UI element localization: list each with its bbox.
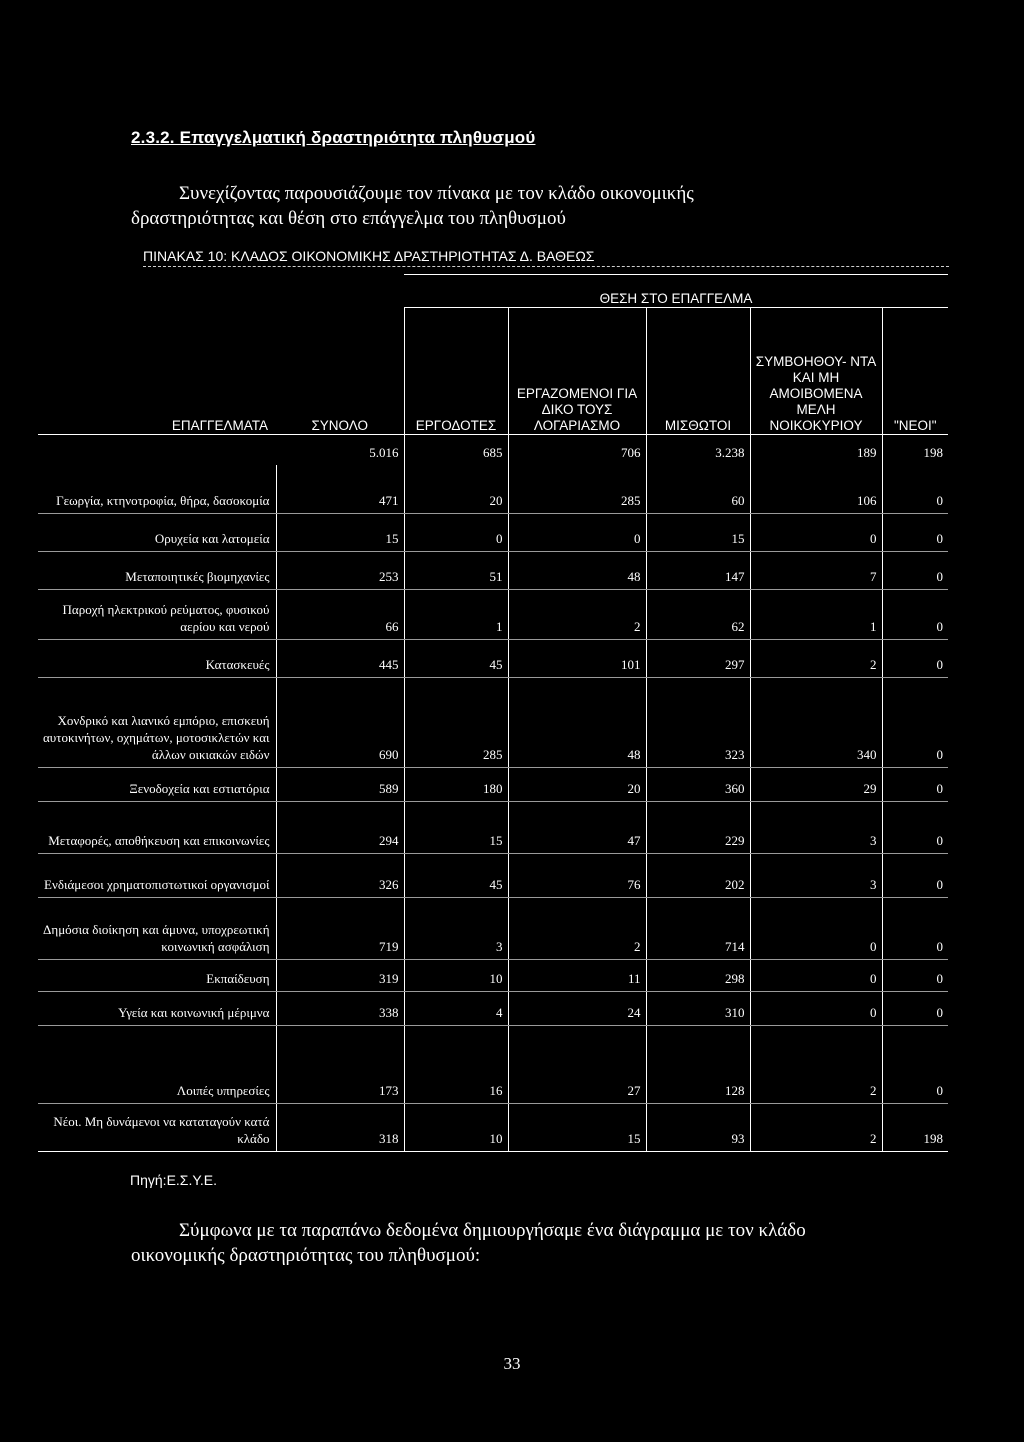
col-employees: ΜΙΣΘΩΤΟΙ	[646, 308, 750, 435]
cell-family-helpers: 2	[750, 1025, 882, 1103]
intro-line-1: Συνεχίζοντας παρουσιάζουμε τον πίνακα με τον κλάδο οικονομικής	[179, 183, 694, 204]
cell-total: 326	[276, 853, 404, 897]
cell-family-helpers: 0	[750, 513, 882, 551]
total-self-employed: 706	[508, 435, 646, 466]
table-row	[38, 677, 948, 767]
cell-new: 0	[882, 513, 948, 551]
total-employers: 685	[404, 435, 508, 466]
cell-new: 0	[882, 677, 948, 767]
cell-employees: 714	[646, 897, 750, 959]
section-heading: 2.3.2. Επαγγελματική δραστηριότητα πληθυσμού	[131, 128, 536, 147]
cell-total: 173	[276, 1025, 404, 1103]
closing-line-1: Σύμφωνα με τα παραπάνω δεδομένα δημιουργήσαμε ένα διάγραμμα με τον κλάδο	[179, 1220, 806, 1241]
cell-family-helpers: 3	[750, 801, 882, 853]
col-self-employed: ΕΡΓΑΖΟΜΕΝΟΙ ΓΙΑ ΔΙΚΟ ΤΟΥΣ ΛΟΓΑΡΙΑΣΜΟ	[508, 308, 646, 435]
cell-total: 15	[276, 513, 404, 551]
table-row	[38, 853, 948, 897]
cell-employers: 1	[404, 589, 508, 639]
row-label: Ξενοδοχεία και εστιατόρια	[38, 767, 276, 801]
col-employers: ΕΡΓΟΔΟΤΕΣ	[404, 308, 508, 435]
cell-self-employed: 47	[508, 801, 646, 853]
cell-self-employed: 2	[508, 897, 646, 959]
cell-new: 0	[882, 853, 948, 897]
cell-total: 690	[276, 677, 404, 767]
col-new: "ΝΕΟΙ"	[893, 418, 937, 433]
cell-new: 0	[882, 801, 948, 853]
cell-family-helpers: 29	[750, 767, 882, 801]
table-row	[38, 959, 948, 991]
cell-total: 338	[276, 991, 404, 1025]
table-row	[38, 897, 948, 959]
cell-new: 0	[882, 959, 948, 991]
cell-employees: 62	[646, 589, 750, 639]
table-row	[38, 551, 948, 589]
row-label: Υγεία και κοινωνική μέριμνα	[38, 991, 276, 1025]
cell-self-employed: 101	[508, 639, 646, 677]
cell-employees: 147	[646, 551, 750, 589]
cell-family-helpers: 0	[750, 991, 882, 1025]
cell-self-employed: 48	[508, 551, 646, 589]
cell-new: 0	[882, 1025, 948, 1103]
cell-employers: 285	[404, 677, 508, 767]
col-total: ΣΥΝΟΛΟ	[276, 308, 404, 435]
cell-family-helpers: 2	[750, 1103, 882, 1151]
source-note: Πηγή:Ε.Σ.Υ.Ε.	[130, 1172, 218, 1188]
cell-new: 0	[882, 589, 948, 639]
cell-self-employed: 48	[508, 677, 646, 767]
cell-total: 319	[276, 959, 404, 991]
cell-new: 0	[882, 991, 948, 1025]
cell-employers: 3	[404, 897, 508, 959]
row-label: Μεταφορές, αποθήκευση και επικοινωνίες	[38, 801, 276, 853]
cell-new: 0	[882, 639, 948, 677]
group-header: ΘΕΣΗ ΣΤΟ ΕΠΑΓΓΕΛΜΑ	[404, 275, 948, 308]
cell-family-helpers: 2	[750, 639, 882, 677]
table-row	[38, 801, 948, 853]
cell-employees: 229	[646, 801, 750, 853]
row-label: Εκπαίδευση	[38, 959, 276, 991]
cell-employees: 323	[646, 677, 750, 767]
intro-paragraph	[131, 181, 891, 231]
cell-new: 0	[882, 897, 948, 959]
cell-employees: 298	[646, 959, 750, 991]
cell-employers: 20	[404, 465, 508, 513]
cell-employers: 15	[404, 801, 508, 853]
cell-self-employed: 20	[508, 767, 646, 801]
cell-new: 198	[882, 1103, 948, 1151]
total-employees: 3.238	[646, 435, 750, 466]
row-label: Δημόσια διοίκηση και άμυνα, υποχρεωτική κοινωνική ασφάλιση	[38, 897, 276, 959]
cell-employees: 15	[646, 513, 750, 551]
row-label: Λοιπές υπηρεσίες	[38, 1025, 276, 1103]
cell-self-employed: 27	[508, 1025, 646, 1103]
row-label: Παροχή ηλεκτρικού ρεύματος, φυσικού αερίου και νερού	[38, 589, 276, 639]
cell-employees: 310	[646, 991, 750, 1025]
cell-new: 0	[882, 551, 948, 589]
cell-total: 471	[276, 465, 404, 513]
cell-total: 253	[276, 551, 404, 589]
cell-employers: 16	[404, 1025, 508, 1103]
cell-self-employed: 0	[508, 513, 646, 551]
intro-line-2: δραστηριότητας και θέση στο επάγγελμα του πληθυσμού	[131, 208, 566, 229]
cell-new: 0	[882, 465, 948, 513]
cell-family-helpers: 0	[750, 959, 882, 991]
group-header-row	[38, 275, 948, 308]
cell-employers: 10	[404, 959, 508, 991]
cell-total: 318	[276, 1103, 404, 1151]
cell-employers: 45	[404, 639, 508, 677]
cell-total: 294	[276, 801, 404, 853]
cell-self-employed: 11	[508, 959, 646, 991]
cell-total: 589	[276, 767, 404, 801]
cell-family-helpers: 7	[750, 551, 882, 589]
cell-new: 0	[882, 767, 948, 801]
column-header-row	[38, 308, 948, 435]
table-row	[38, 589, 948, 639]
cell-employers: 4	[404, 991, 508, 1025]
cell-employees: 202	[646, 853, 750, 897]
cell-family-helpers: 3	[750, 853, 882, 897]
cell-self-employed: 15	[508, 1103, 646, 1151]
row-label: Γεωργία, κτηνοτροφία, θήρα, δασοκομία	[38, 465, 276, 513]
total-family-helpers: 189	[750, 435, 882, 466]
row-label: Ενδιάμεσοι χρηματοπιστωτικοί οργανισμοί	[38, 853, 276, 897]
cell-total: 719	[276, 897, 404, 959]
cell-family-helpers: 340	[750, 677, 882, 767]
cell-employees: 60	[646, 465, 750, 513]
row-label: Ορυχεία και λατομεία	[38, 513, 276, 551]
table-row	[38, 1025, 948, 1103]
cell-family-helpers: 0	[750, 897, 882, 959]
cell-employees: 128	[646, 1025, 750, 1103]
closing-line-2: οικονομικής δραστηριότητας του πληθυσμού:	[131, 1245, 481, 1266]
cell-family-helpers: 1	[750, 589, 882, 639]
table-row	[38, 767, 948, 801]
occupation-table	[38, 274, 948, 1152]
total-new: 198	[882, 435, 948, 466]
cell-employers: 0	[404, 513, 508, 551]
cell-family-helpers: 106	[750, 465, 882, 513]
table-title-rule	[143, 266, 949, 267]
cell-employers: 45	[404, 853, 508, 897]
table-row	[38, 639, 948, 677]
total-total: 5.016	[276, 435, 404, 466]
cell-employers: 180	[404, 767, 508, 801]
table-row	[38, 1103, 948, 1151]
cell-employers: 10	[404, 1103, 508, 1151]
table-row	[38, 991, 948, 1025]
row-label: Χονδρικό και λιανικό εμπόριο, επισκευή αυτοκινήτων, οχημάτων, μοτοσικλετών και άλλων οικιακών ειδών	[38, 677, 276, 767]
table-row	[38, 465, 948, 513]
cell-employers: 51	[404, 551, 508, 589]
col-family-helpers: ΣΥΜΒΟΗΘΟΥ- ΝΤΑ ΚΑΙ ΜΗ ΑΜΟΙΒΟΜΕΝΑ ΜΕΛΗ ΝΟΙΚΟΚΥΡΙΟΥ	[750, 308, 882, 435]
table-row	[38, 513, 948, 551]
table-title: ΠΙΝΑΚΑΣ 10: ΚΛΑΔΟΣ ΟΙΚΟΝΟΜΙΚΗΣ ΔΡΑΣΤΗΡΙΟΤΗΤΑΣ Δ. ΒΑΘΕΩΣ	[143, 248, 595, 264]
cell-total: 445	[276, 639, 404, 677]
cell-self-employed: 2	[508, 589, 646, 639]
row-label: Μεταποιητικές βιομηχανίες	[38, 551, 276, 589]
closing-paragraph	[131, 1218, 891, 1268]
cell-employees: 360	[646, 767, 750, 801]
cell-total: 66	[276, 589, 404, 639]
col-occupation: ΕΠΑΓΓΕΛΜΑΤΑ	[171, 418, 268, 433]
cell-employees: 93	[646, 1103, 750, 1151]
row-label: Νέοι. Μη δυνάμενοι να καταταγούν κατά κλάδο	[38, 1103, 276, 1151]
cell-self-employed: 285	[508, 465, 646, 513]
cell-self-employed: 76	[508, 853, 646, 897]
page-number: 33	[503, 1354, 521, 1373]
totals-row	[38, 435, 948, 466]
cell-employees: 297	[646, 639, 750, 677]
row-label: Κατασκευές	[38, 639, 276, 677]
cell-self-employed: 24	[508, 991, 646, 1025]
